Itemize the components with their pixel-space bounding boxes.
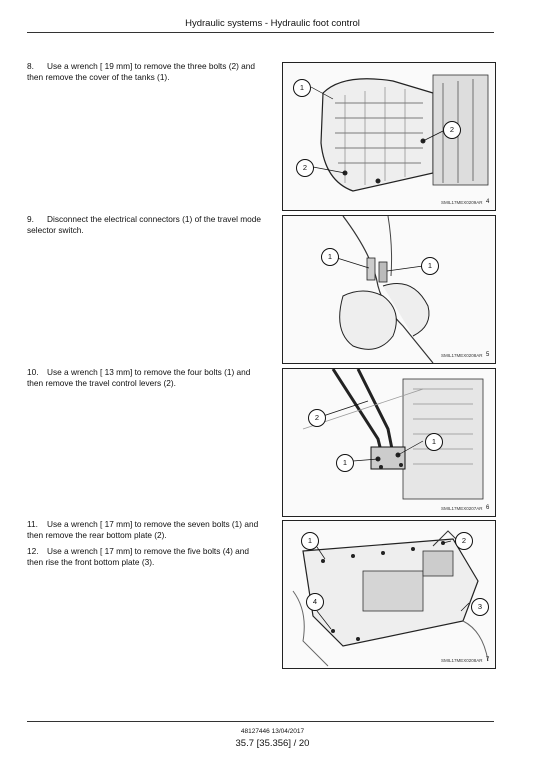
callout-1: 1 [336, 454, 354, 472]
step-number: 9. [27, 214, 34, 224]
callout-4: 4 [306, 593, 324, 611]
footer-rule [27, 721, 494, 722]
figure-caption: SMIL17MEX0208AR [441, 658, 483, 663]
callout-3: 3 [471, 598, 489, 616]
figure-caption: SMIL17MEX0208AR [441, 353, 483, 358]
figure-5 [282, 215, 496, 364]
callout-1: 1 [301, 532, 319, 550]
step-text: Use a wrench [ 17 mm] to remove the five bolts (4) and then rise the front bottom plate (3). [27, 546, 249, 567]
callout-1: 1 [321, 248, 339, 266]
step-text: Disconnect the electrical connectors (1) of the travel mode selector switch. [27, 214, 261, 235]
page-header: Hydraulic systems - Hydraulic foot control [185, 18, 360, 29]
figure-number: 7 [486, 657, 490, 663]
step-10 [27, 367, 267, 388]
header-rule [27, 32, 494, 33]
step-12 [27, 546, 267, 567]
step-number: 8. [27, 61, 34, 71]
callout-2: 2 [296, 159, 314, 177]
figure-caption: SMIL17MEX0209AR [441, 200, 483, 205]
figure-4 [282, 62, 496, 211]
step-number: 10. [27, 367, 39, 377]
step-text: Use a wrench [ 19 mm] to remove the three bolts (2) and then remove the cover of the tanks (1). [27, 61, 255, 82]
figure-caption: SMIL17MEX0207AR [441, 506, 483, 511]
figure-6 [282, 368, 496, 517]
step-11 [27, 519, 267, 540]
footer-doc-ref: 48127446 13/04/2017 [240, 728, 305, 735]
callout-2: 2 [455, 532, 473, 550]
callout-1: 1 [293, 79, 311, 97]
connector-illustration [283, 216, 495, 363]
tank-cover-illustration [283, 63, 495, 210]
step-text: Use a wrench [ 17 mm] to remove the seven bolts (1) and then remove the rear bottom plate (2). [27, 519, 259, 540]
callout-2: 2 [443, 121, 461, 139]
step-number: 11. [27, 519, 38, 529]
step-text: Use a wrench [ 13 mm] to remove the four bolts (1) and then remove the travel control levers (2). [27, 367, 251, 388]
figure-number: 5 [486, 352, 490, 358]
callout-1: 1 [421, 257, 439, 275]
figure-7 [282, 520, 496, 669]
step-9 [27, 214, 267, 235]
step-8 [27, 61, 267, 82]
footer-page-number: 35.7 [35.356] / 20 [235, 738, 310, 749]
callout-1: 1 [425, 433, 443, 451]
figure-number: 4 [486, 199, 490, 205]
control-levers-illustration [283, 369, 495, 516]
step-number: 12. [27, 546, 39, 556]
figure-number: 6 [486, 505, 490, 511]
callout-2: 2 [308, 409, 326, 427]
